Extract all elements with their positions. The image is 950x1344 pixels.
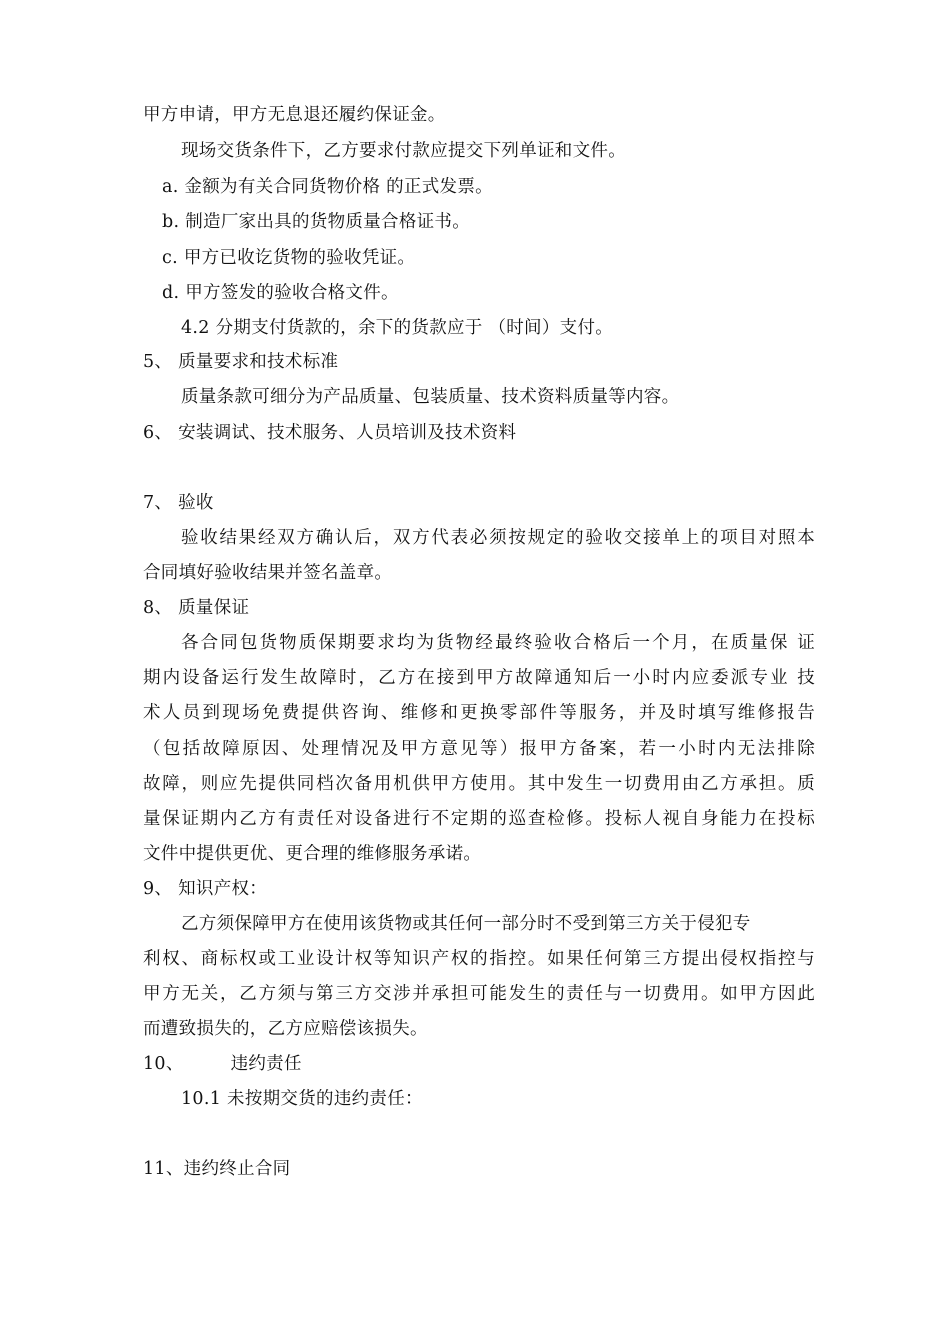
paragraph-8-line-3: 术人员到现场免费提供咨询、维修和更换零部件等服务，并及时填写维修报告 [143, 703, 815, 723]
paragraph-9-line-4: 而遭致损失的，乙方应赔偿该损失。 [143, 1019, 428, 1039]
paragraph-8-line-6: 量保证期内乙方有责任对设备进行不定期的巡查检修。投标人视自身能力在投标 [143, 809, 815, 829]
section-heading-7: 7、 验收 [143, 493, 214, 513]
paragraph-8-line-4: （包括故障原因、处理情况及甲方意见等）报甲方备案，若一小时内无法排除 [143, 739, 815, 759]
section-heading-5: 5、 质量要求和技术标准 [143, 352, 339, 372]
paragraph-7-line-2: 合同填好验收结果并签名盖章。 [143, 563, 393, 583]
section-heading-8: 8、 质量保证 [143, 598, 250, 618]
list-item-a: a. 金额为有关合同货物价格 的正式发票。 [162, 177, 493, 197]
section-heading-11: 11、违约终止合同 [143, 1159, 291, 1179]
text-line-1: 甲方申请，甲方无息退还履约保证金。 [143, 105, 446, 125]
paragraph-9-line-3: 甲方无关，乙方须与第三方交涉并承担可能发生的责任与一切费用。如甲方因此 [143, 984, 815, 1004]
clause-10-1: 10.1 未按期交货的违约责任： [181, 1089, 423, 1109]
paragraph-9-line-2: 利权、商标权或工业设计权等知识产权的指控。如果任何第三方提出侵权指控与 [143, 949, 815, 969]
text-line-quality: 质量条款可细分为产品质量、包装质量、技术资料质量等内容。 [181, 387, 680, 407]
paragraph-7-line-1: 验收结果经双方确认后，双方代表必须按规定的验收交接单上的项目对照本 [181, 528, 815, 548]
paragraph-8-line-1: 各合同包货物质保期要求均为货物经最终验收合格后一个月，在质量保 证 [181, 633, 815, 653]
paragraph-8-line-5: 故障，则应先提供同档次备用机供甲方使用。其中发生一切费用由乙方承担。质 [143, 774, 815, 794]
section-heading-10: 10、 违约责任 [143, 1054, 302, 1074]
list-item-d: d. 甲方签发的验收合格文件。 [162, 283, 399, 303]
clause-4-2: 4.2 分期支付货款的，余下的货款应于 （时间）支付。 [181, 318, 614, 338]
paragraph-8-line-2: 期内设备运行发生故障时，乙方在接到甲方故障通知后一小时内应委派专业 技 [143, 668, 815, 688]
list-item-c: c. 甲方已收讫货物的验收凭证。 [162, 248, 416, 268]
section-heading-9: 9、 知识产权： [143, 879, 268, 899]
section-heading-6: 6、 安装调试、技术服务、人员培训及技术资料 [143, 423, 517, 443]
paragraph-9-line-1: 乙方须保障甲方在使用该货物或其任何一部分时不受到第三方关于侵犯专 [181, 914, 751, 934]
paragraph-8-line-7: 文件中提供更优、更合理的维修服务承诺。 [143, 844, 482, 864]
text-line-2: 现场交货条件下，乙方要求付款应提交下列单证和文件。 [181, 141, 626, 161]
list-item-b: b. 制造厂家出具的货物质量合格证书。 [162, 212, 471, 232]
